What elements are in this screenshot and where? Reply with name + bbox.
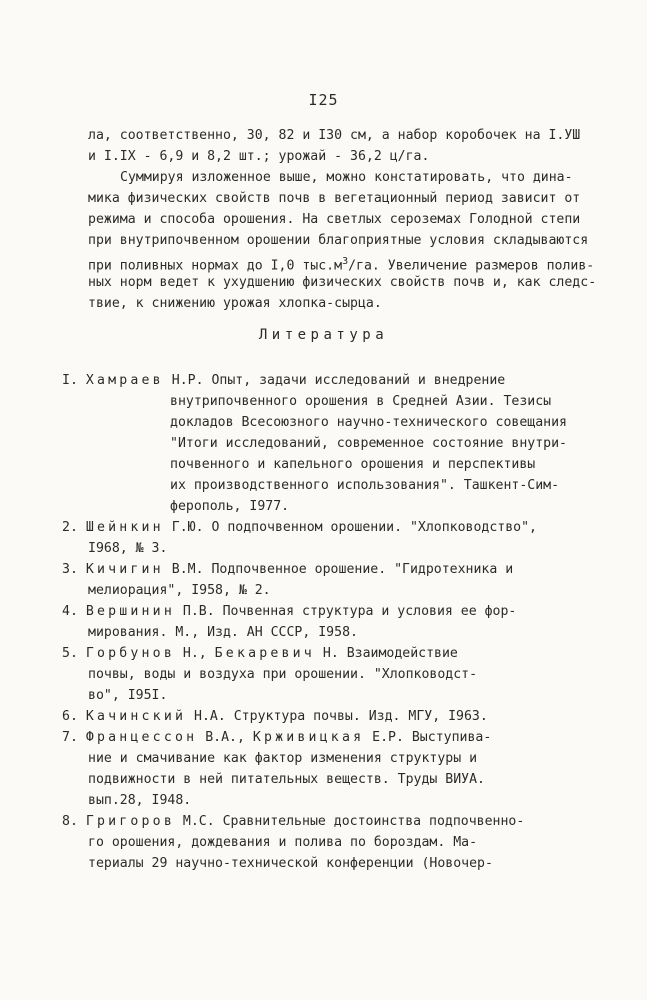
text-line: при внутрипочвенном орошении благоприятные условия складываются bbox=[88, 233, 589, 248]
reference-number: 8. bbox=[62, 814, 78, 829]
text-line: ла, соответственно, 30, 82 и I30 см, а набор коробочек на I.УШ bbox=[88, 128, 581, 143]
reference-number: 5. bbox=[62, 646, 78, 661]
reference-number: 4. bbox=[62, 604, 78, 619]
reference-line: мелиорация", I958, № 2. bbox=[88, 583, 271, 598]
reference-text: Г.Ю. О подпочвенном орошении. "Хлопководство", bbox=[163, 520, 537, 535]
page-number: I25 bbox=[308, 91, 339, 109]
reference-author: Хамраев bbox=[85, 373, 164, 388]
reference-author: Бекаревич bbox=[214, 646, 315, 661]
reference-text: В.А., bbox=[197, 730, 253, 745]
reference-line: почвы, воды и воздуха при орошении. "Хлопководст- bbox=[88, 667, 478, 682]
reference-text: Н.Р. Опыт, задачи исследований и внедрение bbox=[163, 373, 506, 388]
text-line: ных норм ведет к ухудшению физических свойств почв и, как следс- bbox=[88, 275, 597, 290]
reference-author: Григоров bbox=[85, 814, 175, 829]
reference-text: П.В. Почвенная структура и условия ее фор- bbox=[174, 604, 517, 619]
reference-number: 6. bbox=[62, 709, 78, 724]
reference-author: Кичигин bbox=[85, 562, 164, 577]
reference-line: I968, № 3. bbox=[88, 541, 168, 556]
text-line: Суммируя изложенное выше, можно констатировать, что дина- bbox=[120, 170, 573, 185]
text-line: мика физических свойств почв в вегетационный период зависит от bbox=[88, 191, 581, 206]
reference-item bbox=[62, 811, 524, 832]
reference-text: Е.Р. Выступива- bbox=[364, 730, 492, 745]
reference-line: их производственного использования". Ташкент-Сим- bbox=[170, 478, 560, 493]
references-heading: Литература bbox=[258, 327, 389, 343]
text-line: и I.IX - 6,9 и 8,2 шт.; урожай - 36,2 ц/га. bbox=[88, 149, 430, 164]
reference-item bbox=[62, 601, 516, 622]
reference-line: во", I95I. bbox=[88, 688, 168, 703]
reference-item bbox=[62, 370, 505, 391]
reference-author: Францессон bbox=[85, 730, 198, 745]
reference-author: Качинский bbox=[85, 709, 187, 724]
reference-number: 7. bbox=[62, 730, 78, 745]
reference-author: Вершинин bbox=[85, 604, 175, 619]
reference-item bbox=[62, 706, 488, 727]
reference-line: ние и смачивание как фактор изменения структуры и bbox=[88, 751, 478, 766]
superscript: 3 bbox=[342, 256, 349, 267]
reference-line: подвижности в ней питательных веществ. Труды ВИУА. bbox=[88, 772, 485, 787]
reference-item bbox=[62, 727, 491, 748]
reference-line: вып.28, I948. bbox=[88, 793, 192, 808]
reference-line: внутрипочвенного орошения в Средней Азии. Тезисы bbox=[170, 394, 552, 409]
reference-author: Горбунов bbox=[85, 646, 175, 661]
reference-number: I. bbox=[62, 373, 78, 388]
reference-number: 2. bbox=[62, 520, 78, 535]
text-fragment: при поливных нормах до I,0 тыс.м bbox=[88, 258, 343, 274]
reference-author: Крживицкая bbox=[252, 730, 365, 745]
reference-text: М.С. Сравнительные достоинства подпочвенно- bbox=[174, 814, 525, 829]
reference-author: Шейнкин bbox=[85, 520, 164, 535]
reference-item bbox=[62, 517, 537, 538]
reference-line: ферополь, I977. bbox=[170, 499, 290, 514]
reference-item bbox=[62, 643, 458, 664]
reference-line: териалы 29 научно-технической конференции (Новочер- bbox=[88, 856, 493, 871]
reference-line: "Итоги исследований, современное состояние внутри- bbox=[170, 436, 567, 451]
reference-line: докладов Всесоюзного научно-технического совещания bbox=[170, 415, 567, 430]
text-line: твие, к снижению урожая хлопка-сырца. bbox=[88, 296, 382, 311]
reference-text: Н.А. Структура почвы. Изд. МГУ, I963. bbox=[186, 709, 488, 724]
reference-number: 3. bbox=[62, 562, 78, 577]
reference-line: мирования. М., Изд. АН СССР, I958. bbox=[88, 625, 358, 640]
text-line: режима и способа орошения. На светлых сероземах Голодной степи bbox=[88, 212, 581, 227]
reference-text: В.М. Подпочвенное орошение. "Гидротехника и bbox=[163, 562, 514, 577]
reference-line: го орошения, дождевания и полива по бороздам. Ма- bbox=[88, 835, 478, 850]
reference-text: Н., bbox=[174, 646, 215, 661]
reference-line: почвенного и капельного орошения и перспективы bbox=[170, 457, 536, 472]
reference-item bbox=[62, 559, 513, 580]
reference-text: Н. Взаимодействие bbox=[314, 646, 458, 661]
text-fragment: /га. Увеличение размеров полив- bbox=[348, 258, 595, 274]
